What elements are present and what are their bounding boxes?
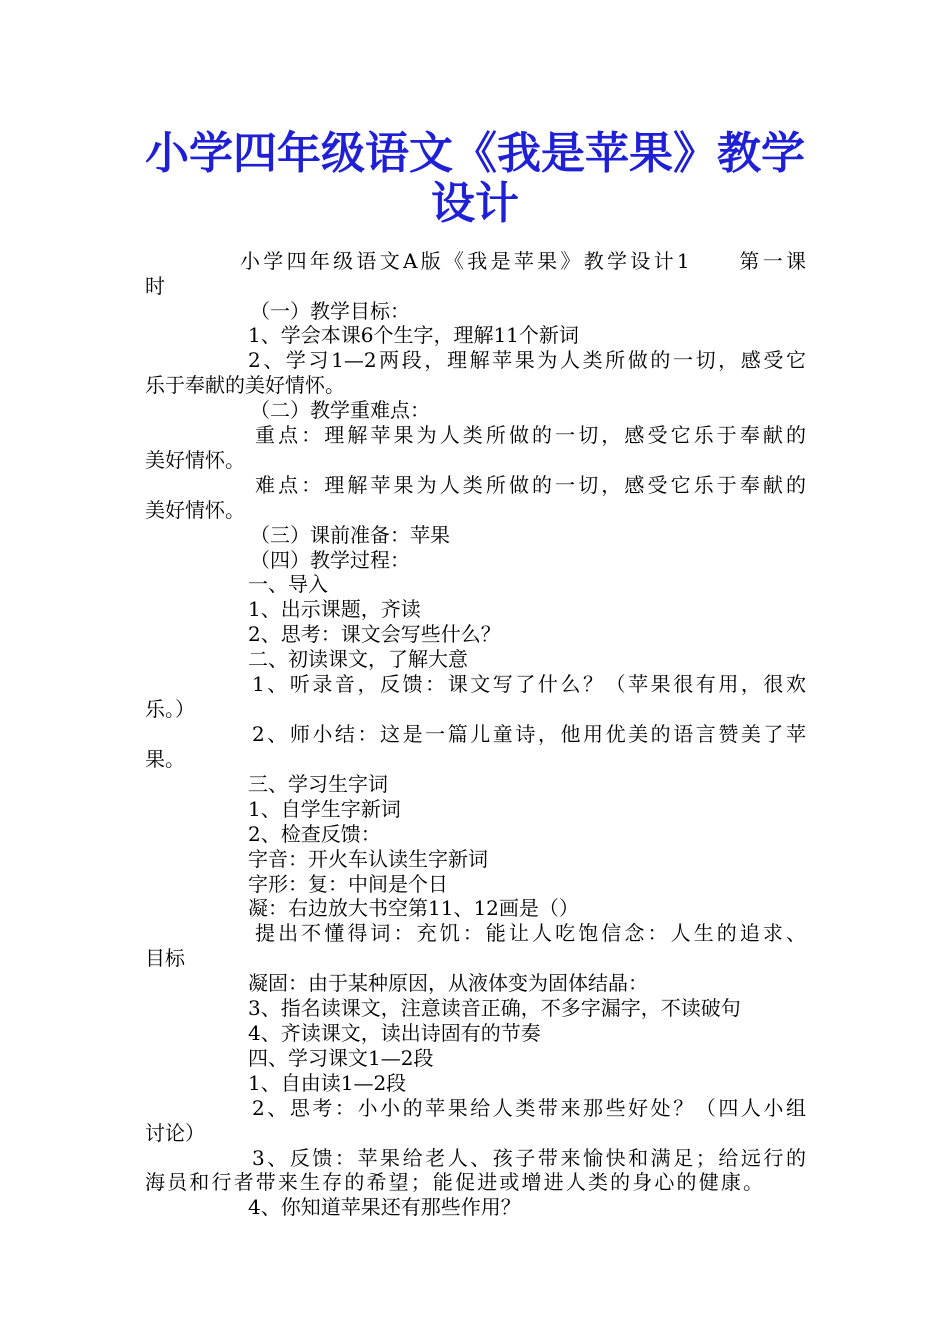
body-line: 1、出示课题，齐读 <box>248 597 421 621</box>
section-heading: （四）教学过程： <box>250 548 410 572</box>
body-line: 二、初读课文，了解大意 <box>248 647 468 671</box>
body-line: 乐。） <box>145 697 195 721</box>
document-title-line2: 设计 <box>431 178 519 229</box>
subtitle-line: 小学四年级语文A版《我是苹果》教学设计1 第一课 <box>240 249 806 273</box>
body-line: 4、你知道苹果还有那些作用？ <box>248 1195 521 1219</box>
body-line: 2、师小结：这是一篇儿童诗，他用优美的语言赞美了苹 <box>252 722 806 746</box>
section-heading: （二）教学重难点： <box>250 398 430 422</box>
body-line: 美好情怀。 <box>145 448 245 472</box>
body-line: 1、学会本课6个生字，理解11个新词 <box>248 323 579 347</box>
body-line: 三、学习生字词 <box>248 772 388 796</box>
document-title-line1: 小学四年级语文《我是苹果》教学 <box>145 128 805 179</box>
body-line: 1、自学生字新词 <box>248 797 401 821</box>
body-line: 海员和行者带来生存的希望；能促进或增进人类的身心的健康。 <box>145 1170 763 1194</box>
body-line: 讨论） <box>145 1121 205 1145</box>
body-line: 一、导入 <box>248 572 328 596</box>
body-line: 难点：理解苹果为人类所做的一切，感受它乐于奉献的 <box>255 473 806 497</box>
body-line: 时 <box>145 274 165 298</box>
section-heading: （一）教学目标： <box>250 299 410 323</box>
body-line: 果。 <box>145 747 185 771</box>
body-line: 2、思考：小小的苹果给人类带来那些好处？（四人小组 <box>252 1096 806 1120</box>
body-line: 四、学习课文1—2段 <box>248 1046 434 1070</box>
body-line: 凝：右边放大书空第11、12画是（） <box>248 896 579 920</box>
body-line: 字音：开火车认读生字新词 <box>248 847 488 871</box>
body-line: 字形：复：中间是个日 <box>248 872 448 896</box>
body-line: 1、自由读1—2段 <box>248 1071 407 1095</box>
body-line: 乐于奉献的美好情怀。 <box>145 373 345 397</box>
body-line: 目标 <box>145 946 185 970</box>
body-line: 2、检查反馈： <box>248 822 381 846</box>
body-line: 提出不懂得词：充饥：能让人吃饱信念：人生的追求、 <box>255 921 806 945</box>
section-heading: （三）课前准备：苹果 <box>250 523 450 547</box>
body-line: 4、齐读课文，读出诗固有的节奏 <box>248 1021 541 1045</box>
body-line: 2、思考：课文会写些什么？ <box>248 622 501 646</box>
body-line: 1、听录音，反馈：课文写了什么？（苹果很有用，很欢 <box>252 672 806 696</box>
body-line: 3、指名读课文，注意读音正确，不多字漏字，不读破句 <box>248 996 741 1020</box>
body-line: 3、反馈：苹果给老人、孩子带来愉快和满足；给远行的 <box>252 1146 806 1170</box>
body-line: 重点：理解苹果为人类所做的一切，感受它乐于奉献的 <box>255 423 806 447</box>
body-line: 凝固：由于某种原因，从液体变为固体结晶： <box>248 971 648 995</box>
body-line: 2、学习1—2两段，理解苹果为人类所做的一切，感受它 <box>248 348 806 372</box>
body-line: 美好情怀。 <box>145 498 245 522</box>
